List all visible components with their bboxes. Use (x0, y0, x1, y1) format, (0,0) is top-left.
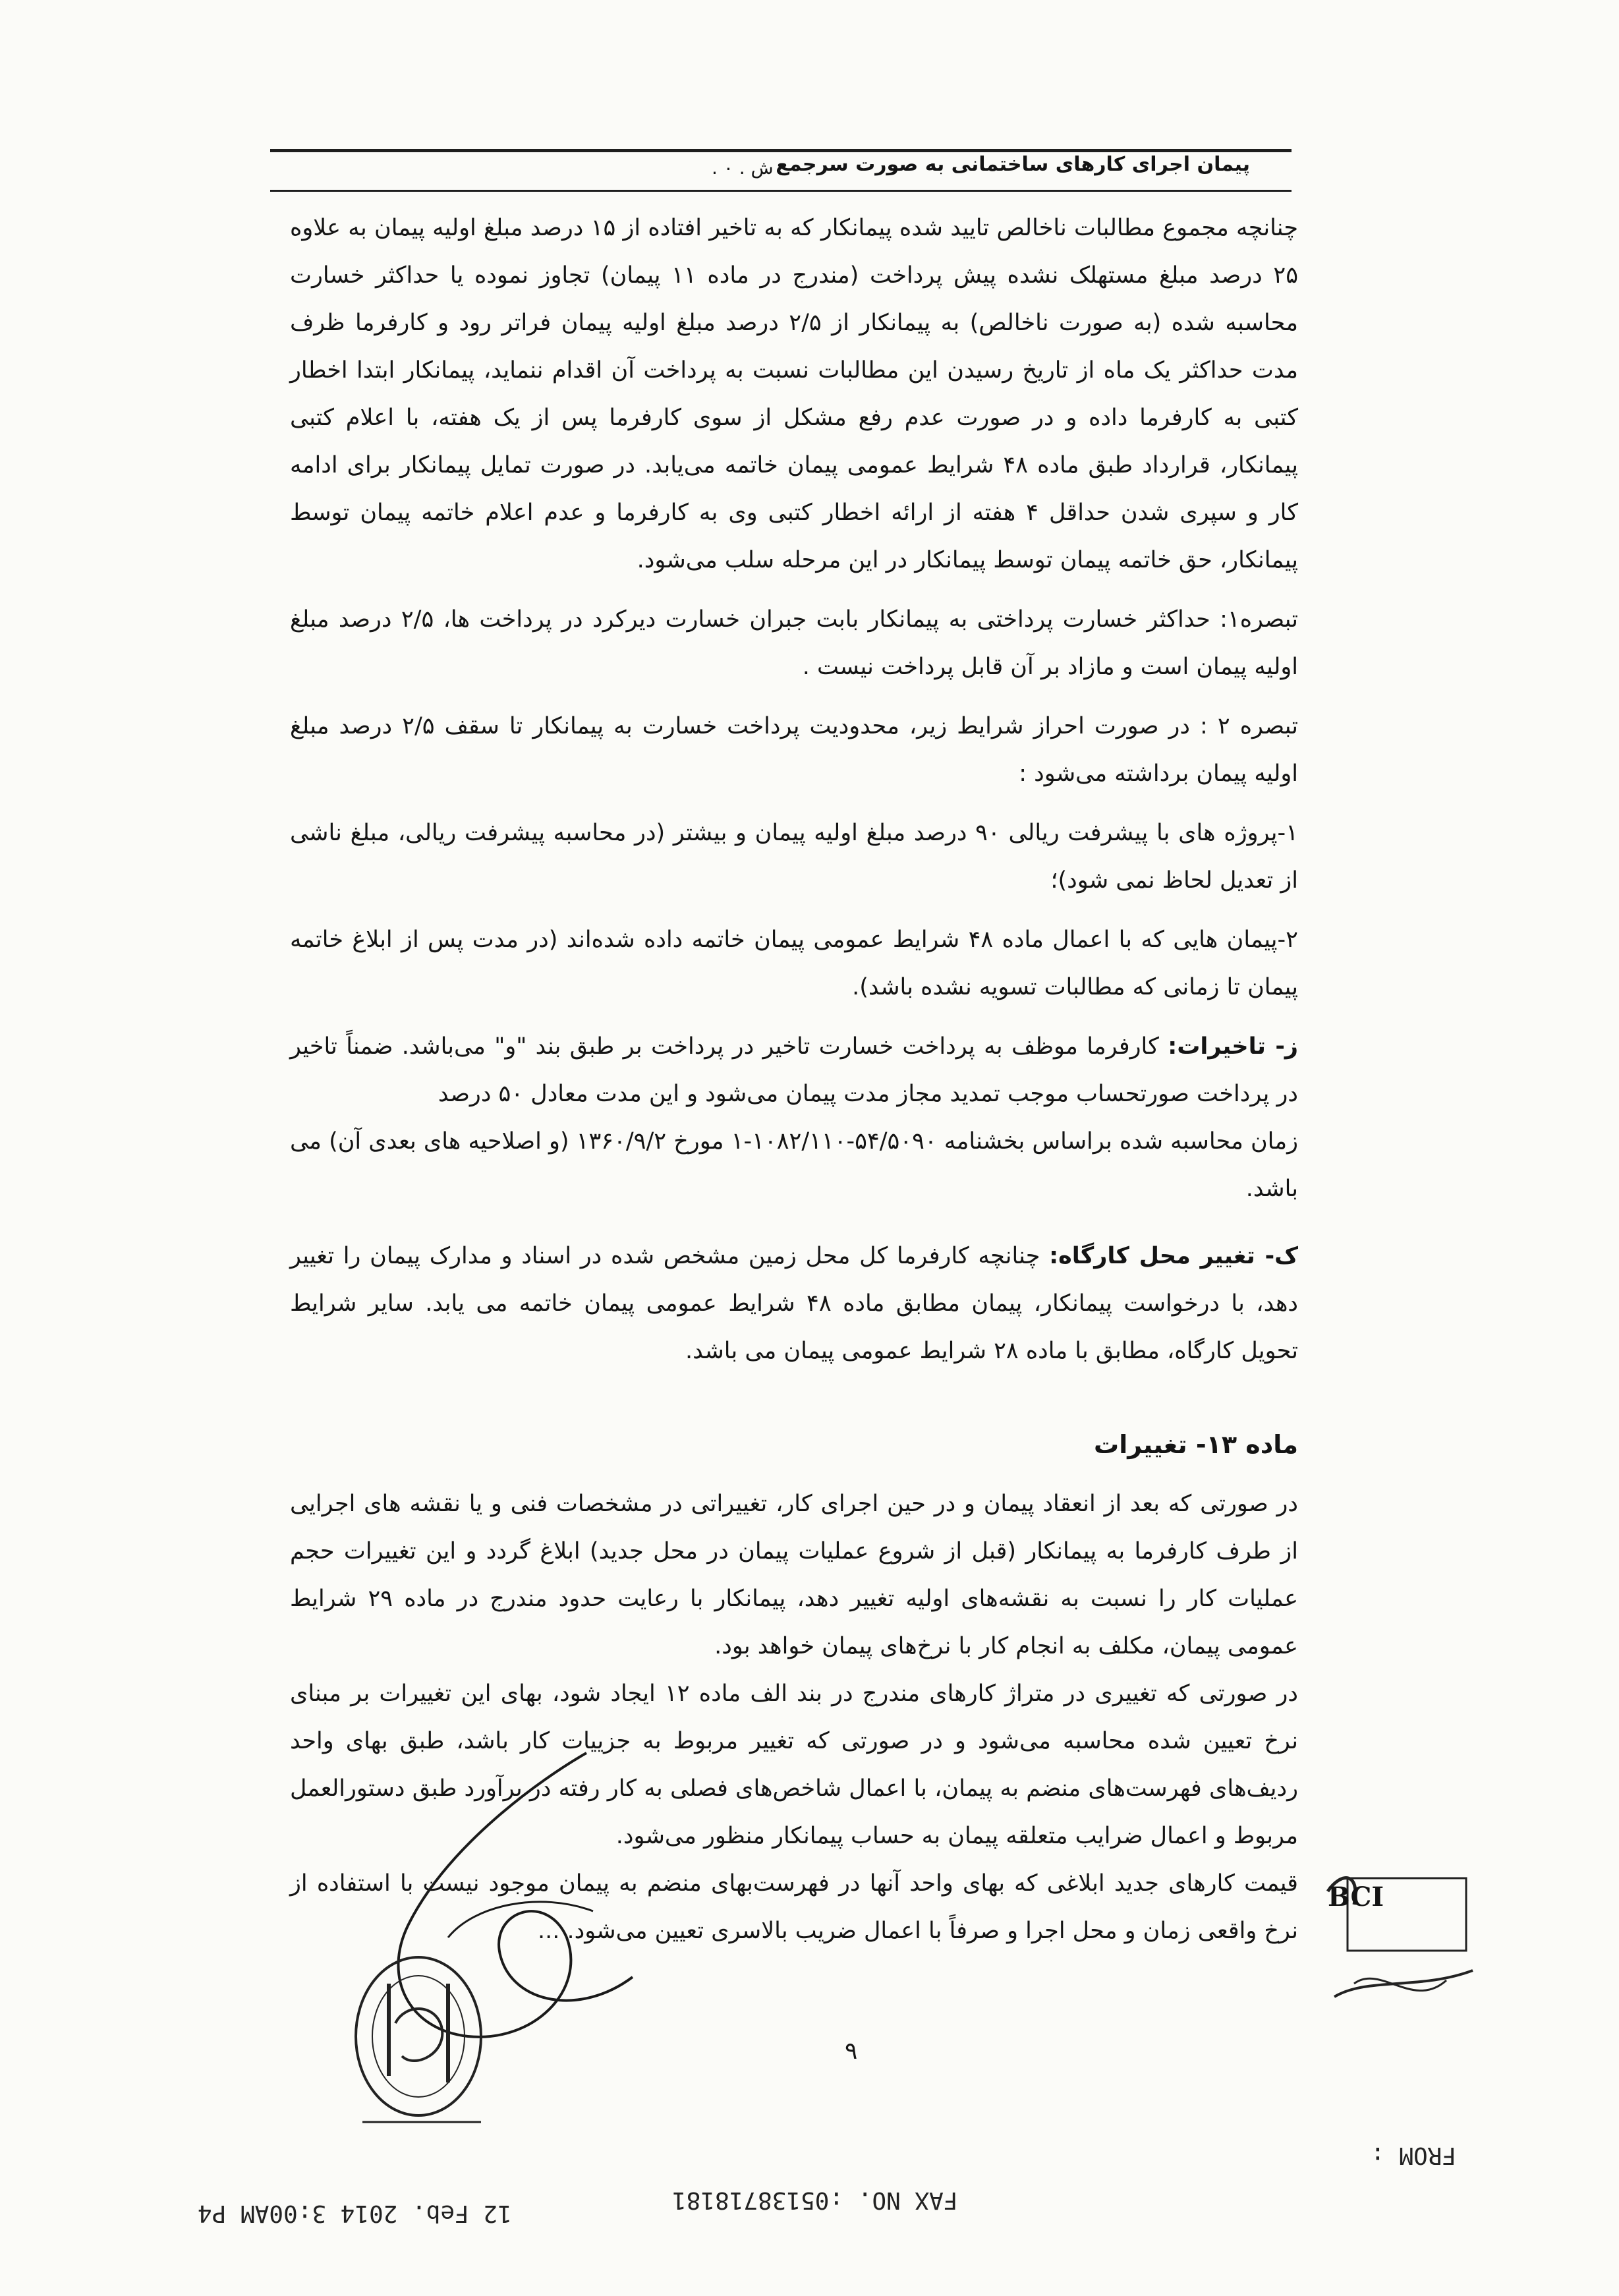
note-2: تبصره ۲ : در صورت احراز شرایط زیر، محدودیت پرداخت خسارت به پیمانکار تا سقف ۲/۵ درصد مبلغ اولیه پیمان برداشته می‌شود : (290, 713, 1299, 787)
note-2-item-1: ۱-پروژه های با پیشرفت ریالی ۹۰ درصد مبلغ اولیه پیمان و بیشتر (در محاسبه پیشرفت ریالی، مبلغ ناشی از تعدیل لحاظ نمی شود)؛ (290, 820, 1298, 894)
article-13-heading: ماده ۱۳- تغییرات (1094, 1430, 1298, 1459)
section-z-continuation: زمان محاسبه شده براساس بخشنامه ۵۴/۵۰۹۰-۱۰۸۲/۱۱۰-۱ مورخ ۱۳۶۰/۹/۲ (و اصلاحیه های بعدی آن) می باشد. (290, 1128, 1298, 1202)
article-13-paragraph-1: در صورتی که بعد از انعقاد پیمان و در حین اجرای کار، تغییراتی در مشخصات فنی و یا نقشه های اجرایی از طرف کارفرما به پیمانکار (قبل از شروع عملیات پیمان در محل جدید) ابلاغ گردد و این تغییرات حجم عملیات کار را نسبت به نقشه‌های اولیه تغییر دهد، پیمانکار با رعایت حدود مندرج در ماده ۲۹ شرایط عمومی پیمان، مکلف به انجام کار با نرخ‌های پیمان خواهد بود. (290, 1491, 1298, 1659)
article-13-paragraph-3: قیمت کارهای جدید ابلاغی که بهای واحد آنها در فهرست‌بهای منضم به پیمان موجود نیست با استفاده از نرخ واقعی زمان و محل اجرا و صرفاً با اعمال ضریب بالاسری تعیین می‌شود. ... (290, 1870, 1298, 1944)
header-marks: ش . ۰ . (712, 157, 774, 179)
note-1: تبصره۱: حداکثر خسارت پرداختی به پیمانکار بابت جبران خسارت دیرکرد در پرداخت ها، ۲/۵ درصد مبلغ اولیه پیمان است و مازاد بر آن قابل پرداخت نیست . (290, 606, 1299, 680)
section-z-text: کارفرما موظف به پرداخت خسارت تاخیر در پرداخت بر طبق بند "و" می‌باشد. ضمناً تاخیر در پرداخت صورتحساب موجب تمدید مجاز مدت پیمان می‌شود و این مدت معادل ۵۰ درصد (290, 1033, 1298, 1107)
paragraph-delay-claims: چنانچه مجموع مطالبات ناخالص تایید شده پیمانکار که به تاخیر افتاده از ۱۵ درصد مبلغ اولیه پیمان به علاوه ۲۵ درصد مبلغ مستهلک نشده پیش پرداخت (مندرج در ماده ۱۱ پیمان) تجاوز نموده یا حداکثر خسارت محاسبه شده (به صورت ناخالص) به پیمانکار از ۲/۵ درصد مبلغ اولیه پیمان فراتر رود و کارفرما ظرف مدت حداکثر یک ماه از تاریخ رسیدن این مطالبات نسبت به پرداخت آن اقدام ننماید، پیمانکار ابتدا اخطار کتبی به کارفرما داده و در صورت عدم رفع مشکل از سوی کارفرما پس از یک هفته، با اعلام کتبی پیمانکار، قرارداد طبق ماده ۴۸ شرایط عمومی پیمان خاتمه می‌یابد. در صورت تمایل پیمانکار برای ادامه کار و سپری شدن حداقل ۴ هفته از ارائه اخطار کتبی وی به کارفرما و عدم اعلام خاتمه پیمان توسط پیمانکار، حق خاتمه پیمان توسط پیمانکار در این مرحله سلب می‌شود. (290, 215, 1298, 573)
header-title: پیمان اجرای کارهای ساختمانی به صورت سرجمع (776, 153, 1250, 176)
article-13-paragraph-2: در صورتی که تغییری در متراژ کارهای مندرج در بند الف ماده ۱۲ ایجاد شود، بهای این تغییرات بر مبنای نرخ تعیین شده محاسبه می‌شود و در صورتی که تغییر مربوط به جزییات کار باشد، طبق بهای واحد ردیف‌های فهرست‌های منضم به پیمان، با اعمال شاخص‌های فصلی به کار رفته در برآورد طبق دستورالعمل مربوط و اعمال ضرایب متعلقه پیمان به حساب پیمانکار منظور می‌شود. (290, 1680, 1299, 1849)
fax-number: FAX NO. :05138718181 (672, 2187, 958, 2214)
company-seal-left (343, 1944, 494, 2135)
fax-date: 12 Feb. 2014 3:00AM P4 (198, 2200, 512, 2227)
header-rule-bottom (270, 190, 1292, 192)
document-body (290, 204, 1298, 1955)
section-z (290, 1023, 1298, 1118)
page-number: ۹ (845, 2038, 858, 2065)
stamp-logo-text: BCI (1328, 1881, 1384, 1912)
section-z-label: ز- تاخیرات: (1168, 1033, 1298, 1060)
header-rule-top (270, 149, 1292, 152)
section-k-label: ک- تغییر محل کارگاه: (1049, 1243, 1298, 1269)
section-k-text: چنانچه کارفرما کل محل زمین مشخص شده در اسناد و مدارک پیمان را تغییر دهد، با درخواست پیمانکار، پیمان مطابق ماده ۴۸ شرایط عمومی پیمان خاتمه می یابد. سایر شرایط تحویل کارگاه، مطابق با ماده ۲۸ شرایط عمومی پیمان می باشد. (290, 1243, 1299, 1364)
section-k (290, 1232, 1298, 1375)
note-2-item-2: ۲-پیمان هایی که با اعمال ماده ۴۸ شرایط عمومی پیمان خاتمه داده شده‌اند (در مدت پس از ابلاغ خاتمه پیمان تا زمانی که مطالبات تسویه نشده باشد). (290, 927, 1298, 1000)
fax-from: FROM : (1371, 2142, 1457, 2169)
